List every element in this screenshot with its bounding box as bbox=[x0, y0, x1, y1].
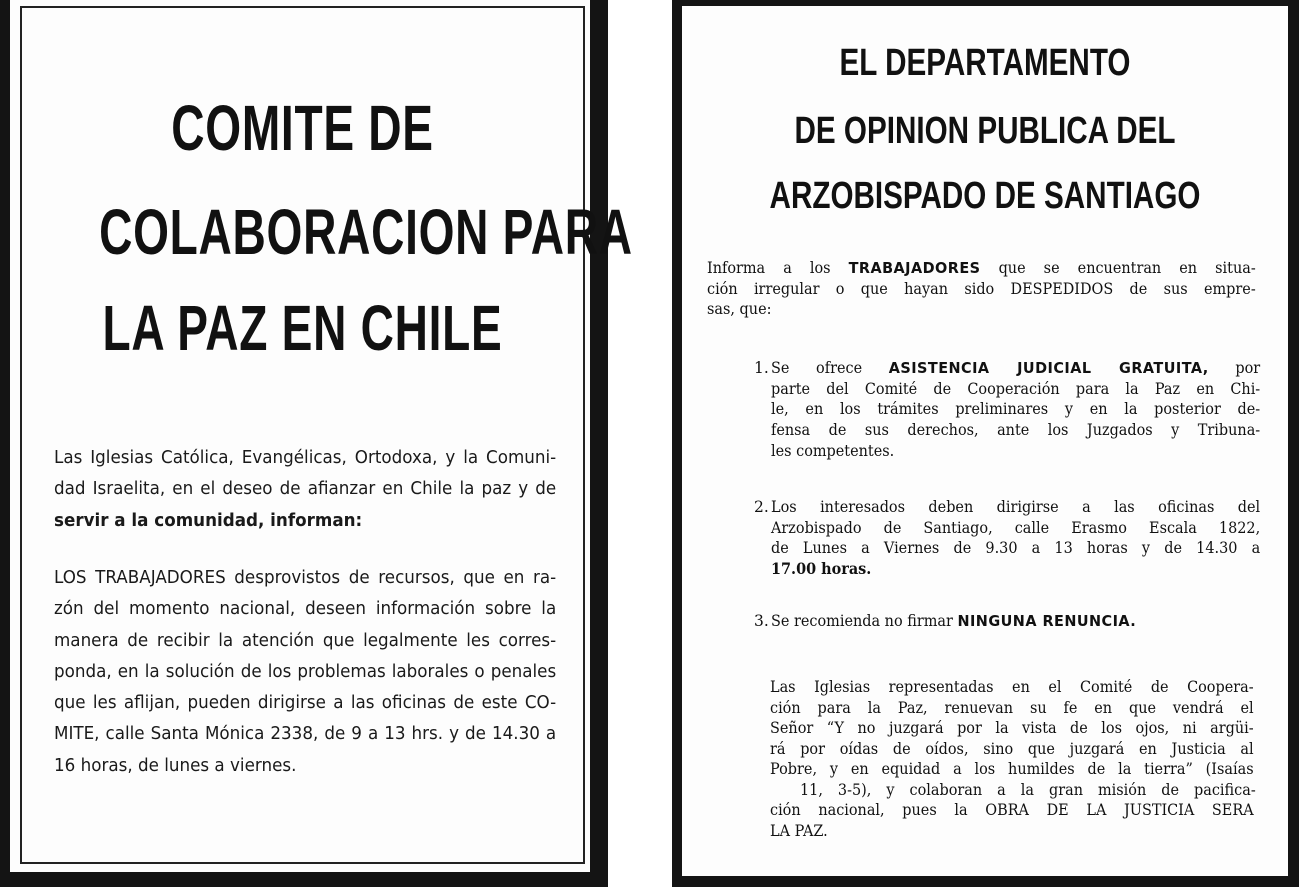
text-line: LOS TRABAJADORES desprovistos de recursos, que en ra- bbox=[54, 567, 557, 588]
text-line: servir a la comunidad, informan: bbox=[54, 509, 363, 531]
right-ad-title bbox=[682, 44, 1288, 215]
item-number: 2. bbox=[754, 498, 769, 516]
left-title-line: COMITE DE bbox=[171, 92, 434, 164]
text-line: rá por oídas de oídos, sino que juzgará en Justicia al bbox=[770, 739, 1254, 758]
text-line: le, en los trámites preliminares y en la posterior de- bbox=[771, 400, 1261, 419]
left-intro-paragraph bbox=[54, 442, 594, 536]
list-item-3 bbox=[771, 611, 1164, 632]
text-line: zón del momento nacional, deseen información sobre la bbox=[54, 598, 557, 620]
list-item-2 bbox=[771, 497, 1297, 580]
right-closing-paragraph bbox=[770, 677, 1290, 841]
text-line: Los interesados deben dirigirse a las oficinas del bbox=[771, 498, 1261, 516]
text-line: les competentes. bbox=[771, 441, 895, 460]
text-line: MITE, calle Santa Mónica 2338, de 9 a 13 hrs. y de 14.30 a bbox=[54, 723, 557, 745]
text-line: ción para la Paz, renuevan su fe en que vendrá el bbox=[770, 698, 1254, 717]
list-item-1 bbox=[771, 358, 1297, 462]
text-line: fensa de sus derechos, ante los Juzgados y Tribuna- bbox=[771, 421, 1261, 440]
text-line: Informa a los TRABAJADORES que se encuentran en situa- bbox=[707, 259, 1256, 277]
text-line: Arzobispado de Santiago, calle Erasmo Escala 1822, bbox=[771, 518, 1261, 537]
text-line: manera de recibir la atención que legalmente les corres- bbox=[54, 629, 557, 651]
text-line: 17.00 horas. bbox=[771, 559, 872, 579]
text-line: LA PAZ. bbox=[770, 821, 828, 840]
right-title-line: DE OPINION PUBLICA DEL bbox=[794, 110, 1176, 152]
left-ad-title bbox=[20, 92, 633, 364]
text-line: parte del Comité de Cooperación para la Paz en Chi- bbox=[771, 379, 1261, 398]
text-line: que les aflijan, pueden dirigirse a las oficinas de este CO- bbox=[54, 692, 557, 714]
text-line: 16 horas, de lunes a viernes. bbox=[54, 754, 297, 776]
text-line: Las Iglesias Católica, Evangélicas, Ortodoxa, y la Comuni- bbox=[54, 447, 557, 468]
text-line: dad Israelita, en el deseo de afianzar en Chile la paz y de bbox=[54, 478, 557, 500]
text-line: Se ofrece ASISTENCIA JUDICIAL GRATUITA, por bbox=[771, 359, 1261, 377]
right-intro-paragraph bbox=[707, 258, 1297, 320]
left-body-paragraph bbox=[54, 562, 594, 781]
text-line: Las Iglesias representadas en el Comité de Coopera- bbox=[770, 678, 1254, 696]
text-line: ponda, en la solución de los problemas laborales o penales bbox=[54, 660, 557, 682]
text-line: ción irregular o que hayan sido DESPEDIDOS de sus empre- bbox=[707, 279, 1256, 298]
text-line: Señor “Y no juzgará por la vista de los ojos, ni argüi- bbox=[770, 719, 1254, 737]
text-line: Se recomienda no firmar NINGUNA RENUNCIA. bbox=[771, 612, 1137, 630]
item-number: 1. bbox=[754, 359, 769, 377]
text-line: Pobre, y en equidad a los humildes de la tierra” (Isaías bbox=[770, 760, 1254, 778]
text-line: sas, que: bbox=[707, 300, 772, 319]
item-number: 3. bbox=[754, 612, 769, 630]
text-line: de Lunes a Viernes de 9.30 a 13 horas y de 14.30 a bbox=[771, 539, 1261, 558]
left-title-line: COLABORACION PARA bbox=[99, 196, 633, 268]
right-title-line: ARZOBISPADO DE SANTIAGO bbox=[769, 175, 1201, 217]
text-line: ción nacional, pues la OBRA DE LA JUSTICIA SERA bbox=[770, 801, 1254, 819]
text-line: 11, 3-5), y colaboran a la gran misión de pacifica- bbox=[800, 780, 1256, 799]
right-title-line: EL DEPARTAMENTO bbox=[839, 42, 1131, 84]
left-title-line: LA PAZ EN CHILE bbox=[102, 292, 503, 364]
